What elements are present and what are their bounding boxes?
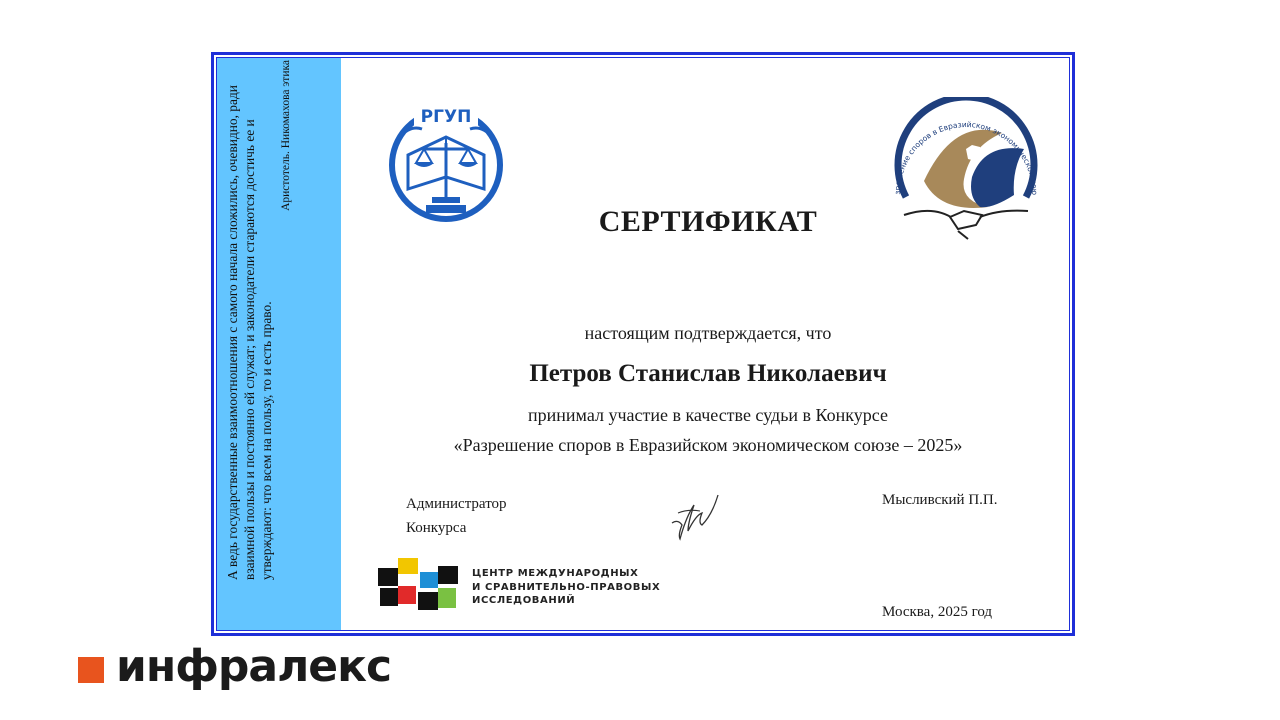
- admin-line-2: Конкурса: [406, 520, 467, 536]
- recipient-name: Петров Станислав Николаевич: [529, 360, 887, 387]
- participation-text: принимал участие в качестве судьи в Конкурсе: [528, 405, 888, 425]
- certificate-title: СЕРТИФИКАТ: [598, 205, 818, 238]
- aristotle-quote: [224, 60, 334, 580]
- quote-author: Аристотель. Никомахова этика: [280, 60, 292, 211]
- center-name-line-3: ИССЛЕДОВАНИЙ: [472, 595, 576, 606]
- admin-line-1: Администратор: [406, 496, 507, 512]
- admin-title: [406, 492, 507, 540]
- signature: [664, 483, 734, 548]
- signer-name: Мысливский П.П.: [882, 492, 998, 508]
- confirmation-text: настоящим подтверждается, что: [584, 323, 832, 343]
- center-name-line-1: ЦЕНТР МЕЖДУНАРОДНЫХ: [472, 568, 639, 579]
- quote-text: А ведь государственные взаимоотношения с самого начала сложились, очевидно, ради взаимной пользы и постоянно ей служат; и законодатели стараются достичь ее и утверждают: что всем на пользу, то и есть право.: [225, 85, 274, 580]
- eaeu-logo-text: зрешение споров в Евразийском экономическом сою: [892, 119, 1040, 196]
- center-name-line-2: И СРАВНИТЕЛЬНО-ПРАВОВЫХ: [472, 581, 661, 593]
- center-name: [472, 567, 660, 608]
- center-logo-mark: [378, 558, 460, 619]
- quote-sidebar: [217, 58, 341, 630]
- brand-square-icon: [78, 657, 104, 683]
- place-date: Москва, 2025 год: [882, 604, 993, 620]
- rgup-logo-text: РГУП: [420, 107, 472, 127]
- certificate: [211, 52, 1075, 636]
- brand-name: инфралекс: [116, 641, 392, 692]
- contest-name: «Разрешение споров в Евразийском экономическом союзе – 2025»: [453, 435, 963, 455]
